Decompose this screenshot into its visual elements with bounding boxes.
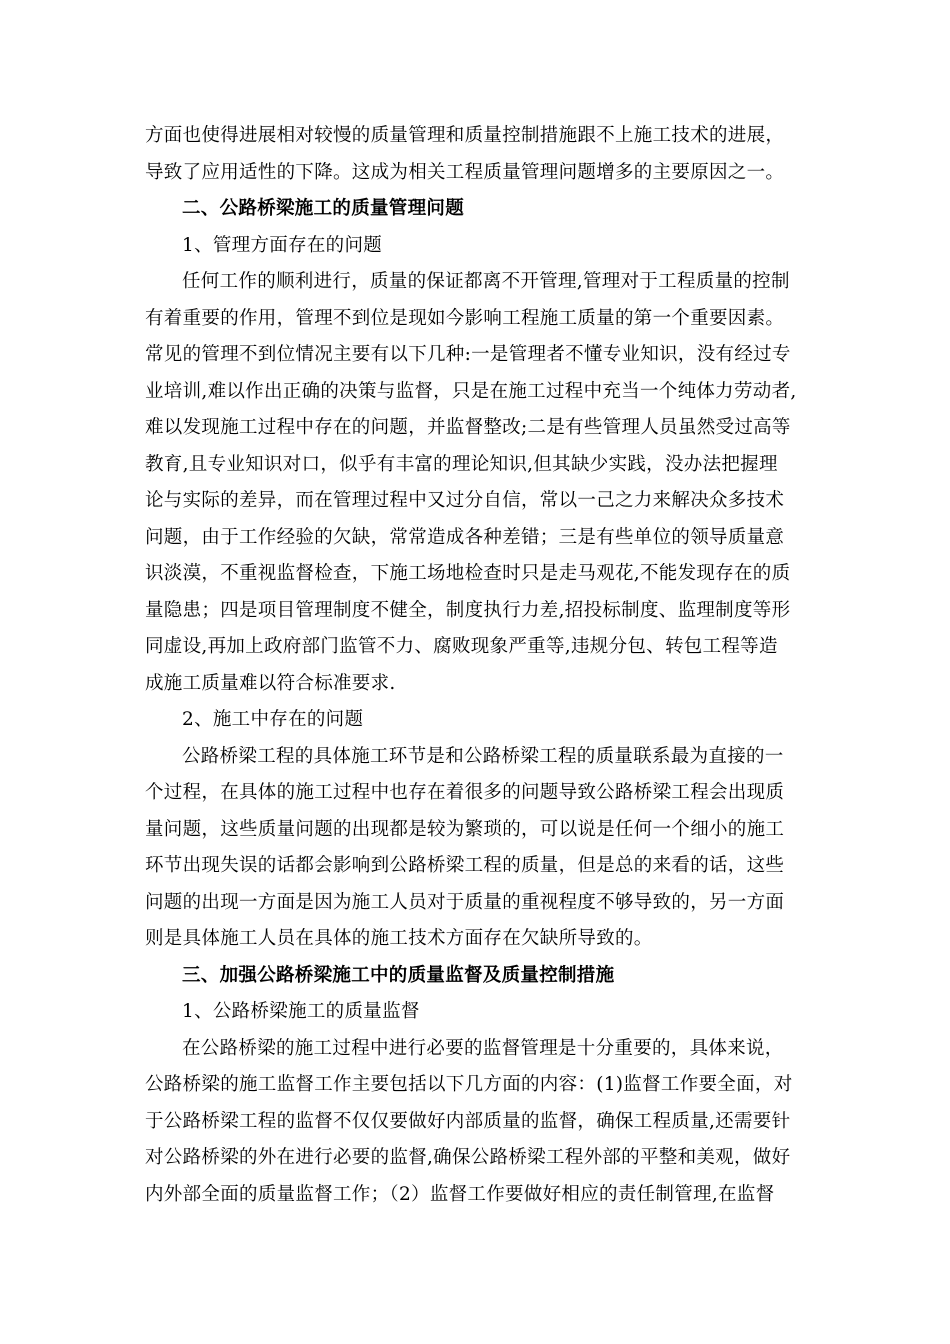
text-line: 常见的管理不到位情况主要有以下几种:一是管理者不懂专业知识，没有经过专 xyxy=(145,344,791,365)
text-line: 于公路桥梁工程的监督不仅仅要做好内部质量的监督，确保工程质量,还需要针 xyxy=(145,1110,791,1132)
text-line: 业培训,难以作出正确的决策与监督，只是在施工过程中充当一个纯体力劳动者, xyxy=(145,380,797,402)
text-line: 成施工质量难以符合标准要求. xyxy=(145,672,396,694)
text-line: 在公路桥梁的施工过程中进行必要的监督管理是十分重要的，具体来说， xyxy=(182,1037,784,1059)
text-line: 则是具体施工人员在具体的施工技术方面存在欠缺所导致的。 xyxy=(145,928,653,949)
text-line: 2、施工中存在的问题 xyxy=(182,709,364,730)
section-heading: 二、公路桥梁施工的质量管理问题 xyxy=(182,198,465,219)
text-line: 对公路桥梁的外在进行必要的监督,确保公路桥梁工程外部的平整和美观，做好 xyxy=(145,1147,791,1168)
document-page xyxy=(145,118,805,1213)
text-line: 问题的出现一方面是因为施工人员对于质量的重视程度不够导致的，另一方面 xyxy=(145,891,785,913)
text-line: 公路桥梁的施工监督工作主要包括以下几方面的内容：(1)监督工作要全面，对 xyxy=(145,1074,793,1095)
text-line: 难以发现施工过程中存在的问题，并监督整改;二是有些管理人员虽然受过高等 xyxy=(145,417,791,438)
text-line: 环节出现失误的话都会影响到公路桥梁工程的质量，但是总的来看的话，这些 xyxy=(145,855,785,876)
text-line: 导致了应用适性的下降。这成为相关工程质量管理问题增多的主要原因之一。 xyxy=(145,161,785,183)
text-line: 教育,且专业知识对口，似乎有丰富的理论知识,但其缺少实践，没办法把握理 xyxy=(145,453,778,475)
text-line: 同虚设,再加上政府部门监管不力、腐败现象严重等,违规分包、转包工程等造 xyxy=(145,636,778,657)
text-line: 1、管理方面存在的问题 xyxy=(182,234,383,256)
text-line: 问题，由于工作经验的欠缺，常常造成各种差错；三是有些单位的领导质量意 xyxy=(145,526,785,548)
text-line: 内外部全面的质量监督工作；（2）监督工作要做好相应的责任制管理,在监督 xyxy=(145,1183,775,1205)
section-heading: 三、加强公路桥梁施工中的质量监督及质量控制措施 xyxy=(182,964,615,986)
text-line: 有着重要的作用，管理不到位是现如今影响工程施工质量的第一个重要因素。 xyxy=(145,307,785,329)
text-line: 任何工作的顺利进行，质量的保证都离不开管理,管理对于工程质量的控制 xyxy=(182,271,790,292)
text-line: 公路桥梁工程的具体施工环节是和公路桥梁工程的质量联系最为直接的一 xyxy=(182,745,784,767)
text-line: 识淡漠，不重视监督检查，下施工场地检查时只是走马观花,不能发现存在的质 xyxy=(145,563,791,584)
text-line: 方面也使得进展相对较慢的质量管理和质量控制措施跟不上施工技术的进展， xyxy=(145,125,785,146)
text-line: 个过程，在具体的施工过程中也存在着很多的问题导致公路桥梁工程会出现质 xyxy=(145,782,785,803)
text-line: 论与实际的差异，而在管理过程中又过分自信，常以一己之力来解决众多技术 xyxy=(145,490,785,511)
text-line: 量隐患；四是项目管理制度不健全，制度执行力差,招投标制度、监理制度等形 xyxy=(145,599,791,621)
document-body xyxy=(145,118,805,1213)
text-line: 1、公路桥梁施工的质量监督 xyxy=(182,1001,420,1022)
text-line: 量问题，这些质量问题的出现都是较为繁琐的，可以说是任何一个细小的施工 xyxy=(145,818,785,840)
